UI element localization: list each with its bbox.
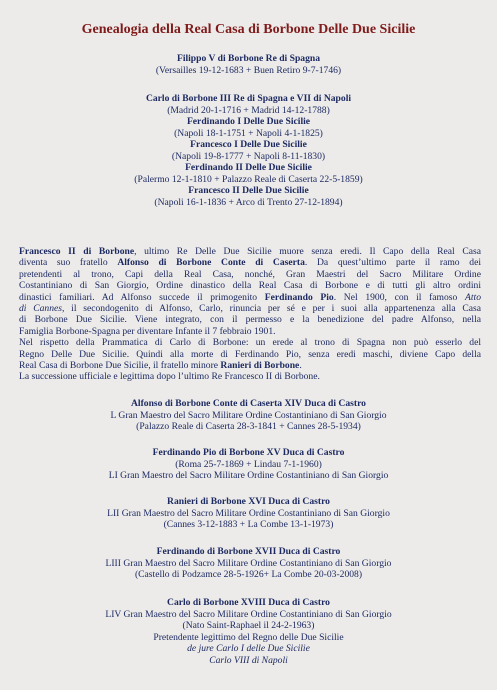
paragraph-line: Regno Delle Due Sicilie. Quindi alla morte di Ferdinando Pio, senza eredi maschi, diviene Capo della [19,348,481,360]
paragraph-line [19,246,481,257]
paragraph-bold: Ferdinando Pio [264,291,334,303]
paragraph-line: Nel rispetto della Prammatica di Carlo di Borbone: un erede al trono di Spagna non può esserlo del [19,337,481,349]
duke-detail: LII Gran Maestro del Sacro Militare Ordine Costantiniano di San Giorgio [107,507,390,519]
duke-detail: (Castello di Podzamce 28-5-1926+ La Combe 20-03-2008) [134,569,363,580]
duke-detail: (Cannes 3-12-1883 + La Combe 13-1-1973) [163,519,334,530]
duke-title-italic: Carlo VIII di Napoli [209,654,288,666]
lineage-name: Filippo V di Borbone Re di Spagna [176,53,321,64]
paragraph-line: pretendenti al trono, Capi della Real Casa, nonché, Gran Maestri del Sacro Militare Ordine [19,268,481,280]
lineage-entry [0,162,497,185]
lineage-entry [0,53,497,76]
duke-title-italic: de jure Carlo I delle Due Sicilie [187,643,310,654]
paragraph-bold: Francesco II di Borbone [19,246,135,257]
duke-detail: L Gran Maestro del Sacro Militare Ordine Costantiniano di San Giorgio [110,409,387,421]
paragraph-bold: Alfonso di Borbone Conte di Caserta [117,257,305,269]
lineage-dates: (Napoli 18-1-1751 + Napoli 4-1-1825) [174,127,323,139]
lineage-entry [0,93,497,116]
duke-detail: LI Gran Maestro del Sacro Militare Ordine Costantiniano di San Giorgio [108,470,389,481]
paragraph-line: La successione ufficiale e legittima dopo l’ultimo Re Francesco II di Borbone. [19,371,320,383]
paragraph-text: . Nel 1900, con il famoso [333,291,465,303]
paragraph-line [19,257,481,268]
lineage-name: Ferdinando II Delle Due Sicilie [185,162,312,173]
paragraph-text: Real Casa di Borbone Due Sicilie, il fratello minore [19,360,221,372]
paragraph-line: Costantiniano di San Giorgio, Ordine dinastico della Real Casa di Borbone e di tutti gli altro ordini [19,280,481,292]
paragraph-italic: Atto [465,291,481,303]
paragraph-line [19,303,481,314]
lineage-dates: (Palermo 12-1-1810 + Palazzo Reale di Caserta 22-5-1859) [134,173,363,185]
lineage-entry [0,116,497,139]
paragraph-italic: di Cannes [19,303,62,315]
paragraph-text: dinastici familiari. Ad Alfonso succede il primogenito [19,291,265,303]
paragraph-text: . Da quest’ultimo parte il ramo dei [304,257,481,269]
paragraph-line: Famiglia Borbone-Spagna per diventare Infante il 7 febbraio 1901. [19,325,276,337]
duke-detail: LIV Gran Maestro del Sacro Militare Ordine Costantiniano di San Giorgio [105,608,392,620]
paragraph-text: . [299,360,302,372]
duke-name: Alfonso di Borbone Conte di Caserta XIV Duca di Castro [131,398,366,409]
duke-detail: LIII Gran Maestro del Sacro Militare Ordine Costantiniano di San Giorgio [105,557,392,569]
duke-name: Ferdinando Pio di Borbone XV Duca di Castro [152,447,345,458]
duke-name: Carlo di Borbone XVIII Duca di Castro [167,597,330,608]
document-title: Genealogia della Real Casa di Borbone Delle Due Sicilie [81,22,416,37]
lineage-name: Ferdinando I Delle Due Sicilie [186,116,311,127]
duke-entry [0,447,497,482]
lineage-name: Francesco II Delle Due Sicilie [188,185,309,196]
lineage-name: Carlo di Borbone III Re di Spagna e VII di Napoli [145,93,352,104]
paragraph-text: , il secondogenito di Alfonso, Carlo, rinuncia per sé e per i suoi alla appartenenza alla Casa [62,303,481,315]
paragraph-text: , ultimo Re Delle Due Sicilie muore senza eredi. Il Capo della Real Casa [134,246,481,257]
duke-detail: (Palazzo Reale di Caserta 28-3-1841 + Cannes 28-5-1934) [136,421,361,432]
duke-detail: Pretendente legittimo del Regno delle Due Sicilie [153,631,344,643]
duke-entry [0,398,497,433]
paragraph-line [19,292,481,303]
duke-name: Ferdinando di Borbone XVII Duca di Castro [156,546,341,557]
duke-detail: (Nato Saint-Raphael il 24-2-1963) [182,620,315,631]
lineage-dates: (Napoli 16-1-1836 + Arco di Trento 27-12-1894) [154,196,343,208]
lineage-entry [0,139,497,162]
paragraph-bold: Ranieri di Borbone [220,360,300,372]
duke-entry [0,546,497,581]
succession-paragraph [19,246,481,383]
duke-entry [0,496,497,531]
lineage-entry [0,185,497,208]
lineage-dates: (Versailles 19-12-1683 + Buen Retiro 9-7-1746) [155,64,342,76]
paragraph-text: diventa suo fratello [19,257,118,269]
duke-entry [0,597,497,666]
lineage-name: Francesco I Delle Due Sicilie [190,139,307,150]
duke-detail: (Roma 25-7-1869 + Lindau 7-1-1960) [175,458,322,470]
duke-name: Ranieri di Borbone XVI Duca di Castro [167,496,330,507]
paragraph-line [19,360,481,371]
lineage-dates: (Madrid 20-1-1716 + Madrid 14-12-1788) [167,104,330,116]
paragraph-line: di Borbone Due Sicilie. Viene integrato, con il permesso e la benedizione del padre Alfonso, nella [19,314,481,326]
lineage-dates: (Napoli 19-8-1777 + Napoli 8-11-1830) [171,150,326,162]
